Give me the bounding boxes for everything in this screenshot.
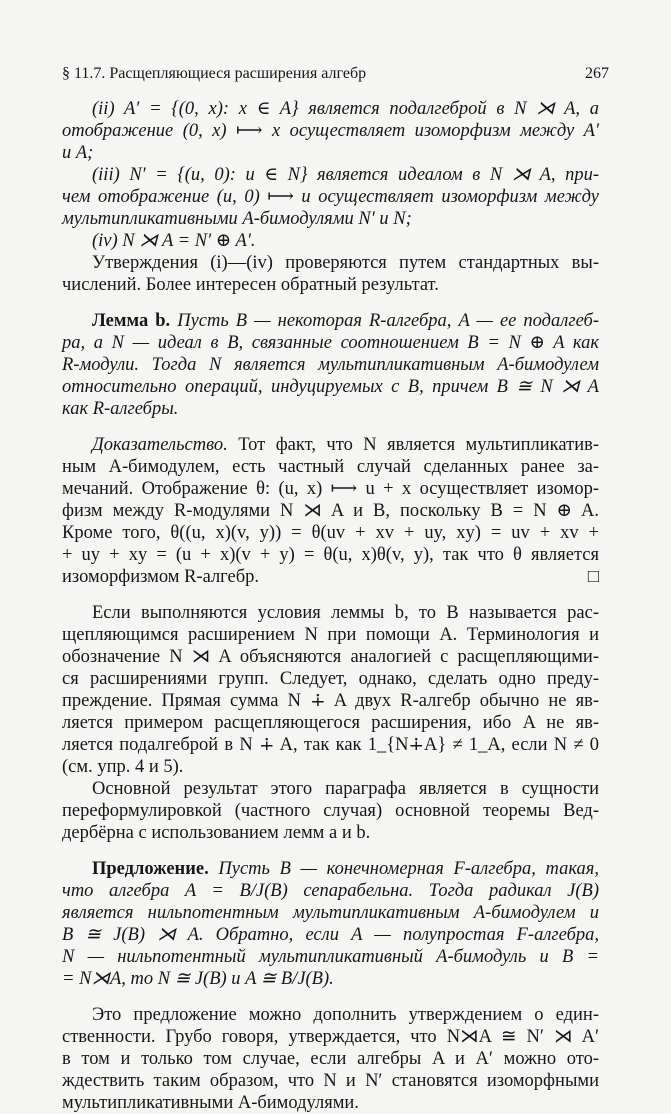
proof-line-3: мечаний. Отображение θ: (u, x) ⟼ u + x осуществляет изомор-	[62, 479, 599, 499]
proposition-line-6: = N⋊A, то N ≅ J(B) и A ≅ B/J(B).	[62, 969, 334, 989]
lemma-line-5: как R-алгебры.	[62, 399, 179, 419]
proof-line-5: Кроме того, θ((u, x)(v, y)) = θ(uv + xv + uy, xy) = uv + xv +	[62, 523, 599, 543]
paragraph-4-line-1: Это предложение можно дополнить утверждением о един-	[92, 1005, 599, 1025]
page-body	[62, 98, 599, 1114]
proposition-line-4: B ≅ J(B) ⋊ A. Обратно, если A — полупростая F-алгебра,	[62, 925, 599, 945]
proof-line-1: Доказательство. Тот факт, что N является мультипликатив-	[92, 435, 599, 455]
item-ii-line-2: отображение (0, x) ⟼ x осуществляет изоморфизм между A′	[62, 121, 599, 141]
proposition-line-1: Предложение. Пусть B — конечномерная F-алгебра, такая,	[92, 859, 599, 879]
qed-symbol: □	[587, 567, 599, 587]
running-header	[62, 63, 609, 85]
proposition-line-5: N — нильпотентный мультипликативный A-бимодуль и B =	[62, 947, 599, 967]
paragraph-2-line-6: ляется примером расщепляющегося расширения, ибо A не яв-	[62, 713, 599, 733]
proof-label: Доказательство.	[92, 435, 228, 455]
item-ii-line-3: и A;	[62, 143, 94, 163]
paragraph-3-line-3: дербёрна с использованием лемм a и b.	[62, 823, 371, 843]
lemma-line-1: Лемма b. Пусть B — некоторая R-алгебра, A — ее подалгеб-	[92, 311, 599, 331]
paragraph-4-line-2: ственности. Грубо говоря, утверждается, что N⋊A ≅ N′ ⋊ A′	[62, 1027, 599, 1047]
paragraph-2-line-5: преждение. Прямая сумма N ∔ A двух R-алгебр обычно не яв-	[62, 691, 599, 711]
paragraph-2-line-7: ляется подалгеброй в N ∔ A, так как 1_{N∔A} ≠ 1_A, если N ≠ 0	[62, 735, 599, 755]
lemma-line-2: ра, а N — идеал в B, связанные соотношением B = N ⊕ A как	[62, 333, 599, 353]
paragraph-4-line-3: в том и только том случае, если алгебры A и A′ можно ото-	[62, 1049, 599, 1069]
lemma-line-4: относительно операций, индуцируемых с B, причем B ≅ N ⋊ A	[62, 377, 599, 397]
item-iv: (iv) N ⋊ A = N′ ⊕ A′.	[92, 231, 256, 251]
proof-line-6: + uy + xy = (u + x)(v + y) = θ(u, x)θ(v, y), так что θ является	[62, 545, 599, 565]
proposition-label: Предложение.	[92, 859, 209, 879]
proposition-line-2: что алгебра A = B/J(B) сепарабельна. Тогда радикал J(B)	[62, 881, 599, 901]
item-iii-line-3: мультипликативными A-бимодулями N′ и N;	[62, 209, 412, 229]
lemma-line-3: R-модули. Тогда N является мультипликативным A-бимодулем	[62, 355, 599, 375]
paragraph-2-line-3: обозначение N ⋊ A объясняются аналогией с расщепляющими-	[62, 647, 599, 667]
proof-line-2: ным A-бимодулем, есть частный случай сделанных ранее за-	[62, 457, 599, 477]
page-number: 267	[585, 65, 609, 82]
paragraph-2-line-8: (см. упр. 4 и 5).	[62, 757, 184, 777]
paragraph-2-line-1: Если выполняются условия леммы b, то B называется рас-	[92, 603, 599, 623]
item-ii-line-1: (ii) A′ = {(0, x): x ∈ A} является подалгеброй в N ⋊ A, а	[92, 99, 599, 119]
paragraph-2-line-2: щепляющимся расширением N при помощи A. Терминология и	[62, 625, 599, 645]
item-iii-line-2: чем отображение (u, 0) ⟼ u осуществляет изоморфизм между	[62, 187, 599, 207]
section-title: § 11.7. Расщепляющиеся расширения алгебр	[62, 65, 367, 82]
paragraph-4-line-4: ждествить таким образом, что N и N′ становятся изоморфными	[62, 1071, 599, 1091]
paragraph-4-line-5: мультипликативными A-бимодулями.	[62, 1093, 359, 1113]
paragraph-2-line-4: ся расширениями групп. Следует, однако, сделать одно преду-	[62, 669, 599, 689]
proof-line-7: изоморфизмом R-алгебр. □	[62, 567, 599, 587]
item-iii-line-1: (iii) N′ = {(u, 0): u ∈ N} является идеалом в N ⋊ A, при-	[92, 165, 599, 185]
paragraph-3-line-1: Основной результат этого параграфа является в сущности	[92, 779, 599, 799]
lemma-label: Лемма b.	[92, 311, 171, 331]
proposition-line-3: является нильпотентным мультипликативным A-бимодулем и	[62, 903, 599, 923]
paragraph-3-line-2: переформулировкой (частного случая) основной теоремы Вед-	[62, 801, 599, 821]
proof-line-4: физм между R-модулями N ⋊ A и B, поскольку B = N ⊕ A.	[62, 501, 599, 521]
paragraph-1-line-1: Утверждения (i)—(iv) проверяются путем стандартных вы-	[92, 253, 599, 273]
paragraph-1-line-2: числений. Более интересен обратный результат.	[62, 275, 439, 295]
